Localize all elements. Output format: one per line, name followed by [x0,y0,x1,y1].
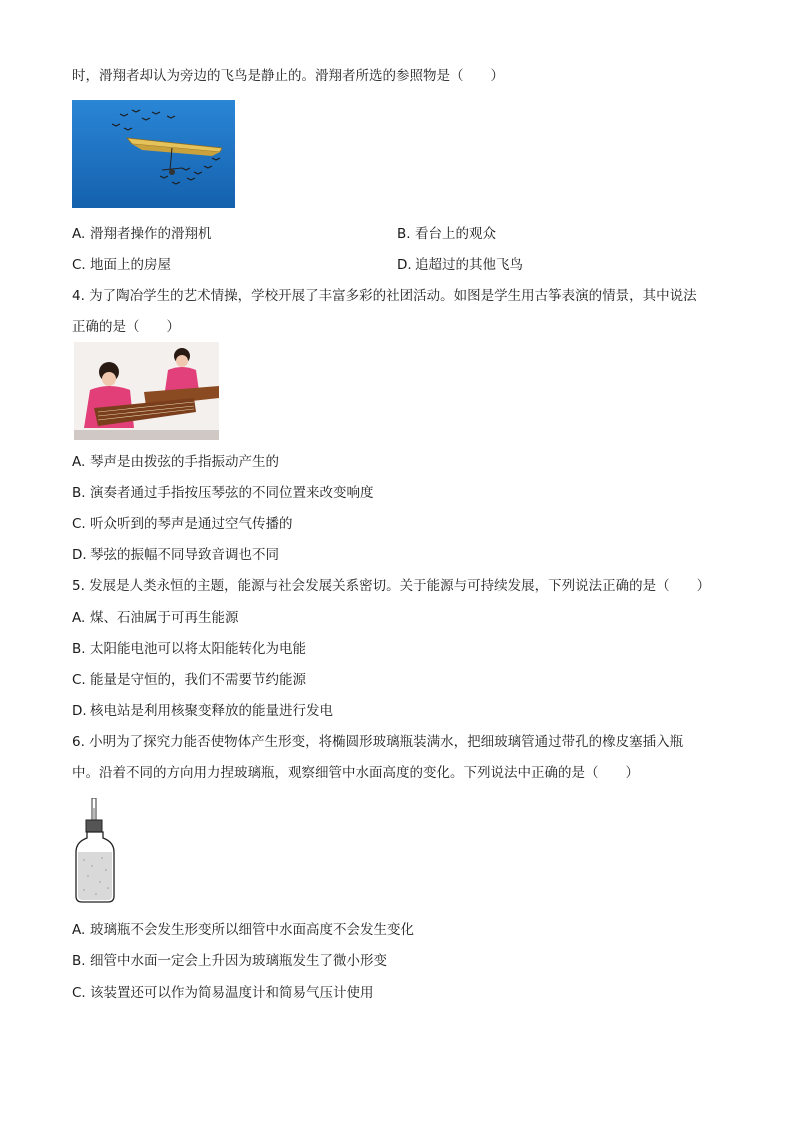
q6-stem-line2: 中。沿着不同的方向用力捏玻璃瓶，观察细管中水面高度的变化。下列说法中正确的是（ ） [72,765,639,781]
q3-stem: 时，滑翔者却认为旁边的飞鸟是静止的。滑翔者所选的参照物是（ ） [72,68,504,84]
q6-option-b[interactable]: B. 细管中水面一定会上升因为玻璃瓶发生了微小形变 [72,953,387,969]
q6-option-c[interactable]: C. 该装置还可以作为简易温度计和简易气压计使用 [72,985,374,1001]
bottle-sketch [72,798,118,904]
q4-option-a[interactable]: A. 琴声是由拨弦的手指振动产生的 [72,454,279,470]
q3-option-d[interactable]: D. 追超过的其他飞鸟 [397,257,523,273]
q5-option-d[interactable]: D. 核电站是利用核聚变释放的能量进行发电 [72,703,333,719]
q4-stem-line1: 4. 为了陶冶学生的艺术情操，学校开展了丰富多彩的社团活动。如图是学生用古筝表演的情景，其中说法 [72,288,697,304]
q4-option-b[interactable]: B. 演奏者通过手指按压琴弦的不同位置来改变响度 [72,485,374,501]
guzheng-icon [74,342,219,440]
q5-option-a[interactable]: A. 煤、石油属于可再生能源 [72,610,239,626]
hang-glider-photo [72,100,235,208]
hang-glider-icon [72,100,235,208]
q5-stem: 5. 发展是人类永恒的主题，能源与社会发展关系密切。关于能源与可持续发展，下列说法正确的是（ ） [72,578,711,594]
q4-option-d[interactable]: D. 琴弦的振幅不同导致音调也不同 [72,547,279,563]
q3-option-c[interactable]: C. 地面上的房屋 [72,257,171,273]
q4-stem-line2: 正确的是（ ） [72,319,180,335]
q3-option-b[interactable]: B. 看台上的观众 [397,226,496,242]
glass-bottle-icon [72,798,118,904]
q4-option-c[interactable]: C. 听众听到的琴声是通过空气传播的 [72,516,293,532]
q6-stem-line1: 6. 小明为了探究力能否使物体产生形变，将椭圆形玻璃瓶装满水，把细玻璃管通过带孔的橡皮塞插入瓶 [72,734,684,750]
q3-option-a[interactable]: A. 滑翔者操作的滑翔机 [72,226,212,242]
guzheng-photo [74,342,219,440]
q5-option-b[interactable]: B. 太阳能电池可以将太阳能转化为电能 [72,641,306,657]
q5-option-c[interactable]: C. 能量是守恒的，我们不需要节约能源 [72,672,306,688]
q6-option-a[interactable]: A. 玻璃瓶不会发生形变所以细管中水面高度不会发生变化 [72,922,414,938]
